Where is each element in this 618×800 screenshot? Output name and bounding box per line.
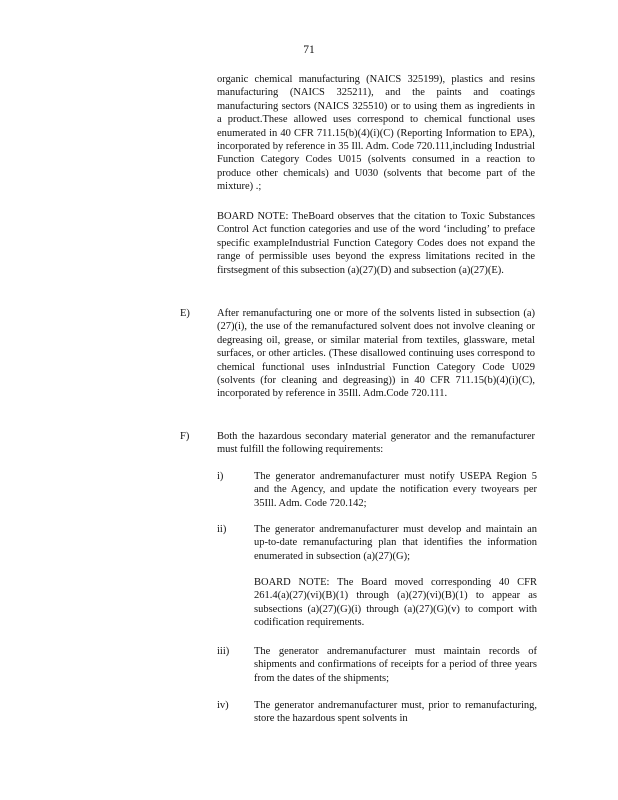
board-note-2: BOARD NOTE: The Board moved corresponding 40 CFR 261.4(a)(27)(vi)(B)(1) through (a)(27)(vi)(B)(1) to appear as subsections (a)(27)(G)(i) through (a)(27)(G)(v) to comport with codification requirements. — [254, 577, 537, 629]
item-label-f-i: i) — [217, 471, 224, 482]
paragraph-f-iv: The generator andremanufacturer must, prior to remanufacturing, store the hazardous spent solvents in — [254, 700, 537, 725]
paragraph-e: After remanufacturing one or more of the solvents listed in subsection (a)(27)(i), the use of the remanufactured solvent does not involve cleaning or degreasing oil, grease, or similar material from textiles, glassware, metal surfaces, or other articles. (These disallowed continuing uses correspond to chemical functional uses inIndustrial Function Category Code U029 (solvents (for cleaning and degreasing)) in 40 CFR 711.15(b)(4)(i)(C), incorporated by reference in 35Ill. Adm.Code 720.111. — [217, 308, 535, 400]
paragraph-f: Both the hazardous secondary material generator and the remanufacturer must fulfill the following requirements: — [217, 431, 535, 456]
item-label-f-iv: iv) — [217, 700, 229, 711]
paragraph-f-iii: The generator andremanufacturer must maintain records of shipments and confirmations of receipts for a period of three years from the dates of the shipments; — [254, 646, 537, 684]
paragraph-intro: organic chemical manufacturing (NAICS 325199), plastics and resins manufacturing (NAICS 325211), and the paints and coatings manufacturing sectors (NAICS 325510) or to using them as ingredients in a product.These allowed uses correspond to chemical functional uses enumerated in 40 CFR 711.15(b)(4)(i)(C) (Reporting Information to EPA), incorporated by reference in 35 Ill. Adm. Code 720.111,including Industrial Function Category Codes U015 (solvents consumed in a reaction to produce other chemicals) and U030 (solvents that become part of the mixture) .; — [217, 74, 535, 193]
page-number: 71 — [303, 44, 315, 56]
item-label-f-iii: iii) — [217, 646, 230, 657]
paragraph-f-i: The generator andremanufacturer must notify USEPA Region 5 and the Agency, and update the notification every twoyears per 35Ill. Adm. Code 720.142; — [254, 471, 537, 509]
board-note-1: BOARD NOTE: TheBoard observes that the citation to Toxic Substances Control Act function categories and use of the word ‘including’ to preface specific exampleIndustrial Function Category Codes does not expand the range of permissible uses beyond the express limitations recited in the firstsegment of this subsection (a)(27)(D) and subsection (a)(27)(E). — [217, 211, 535, 276]
item-label-f: F) — [180, 431, 190, 442]
paragraph-f-ii: The generator andremanufacturer must develop and maintain an up-to-date remanufacturing plan that identifies the information enumerated in subsection (a)(27)(G); — [254, 524, 537, 562]
item-label-f-ii: ii) — [217, 524, 227, 535]
item-label-e: E) — [180, 308, 190, 319]
